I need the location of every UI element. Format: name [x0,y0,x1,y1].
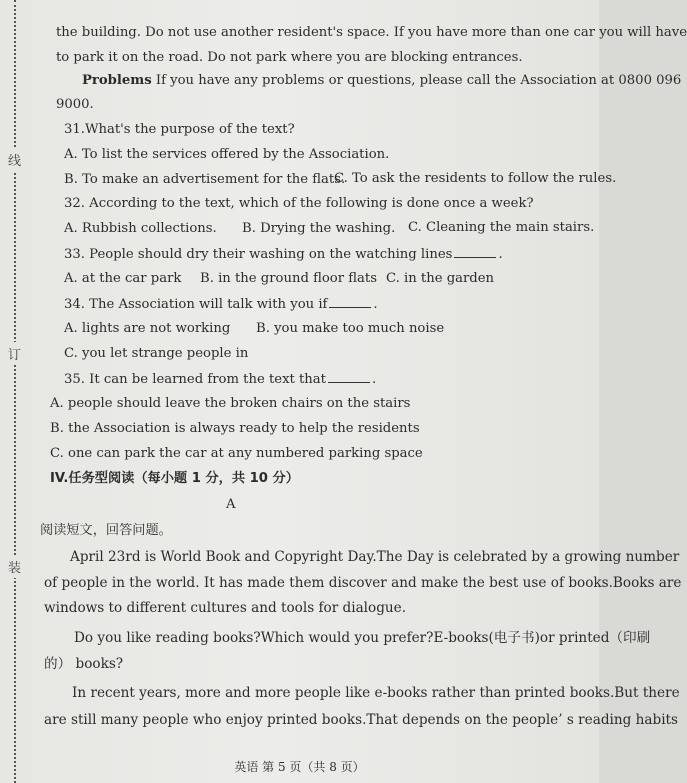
answer-blank [454,245,496,258]
q32-option-b: B. Drying the washing. [242,221,396,236]
passage-p3-line2: are still many people who enjoy printed books.That depends on the people’ s reading habits [44,712,678,728]
problems-text: If you have any problems or questions, please call the Association at 0800 096 [151,73,682,88]
passage-p3-line1: In recent years, more and more people like e-books rather than printed books.But there [72,685,680,701]
passage-p2-line1: Do you like reading books?Which would you prefer?E-books(电子书)or printed（印刷 [74,630,651,646]
answer-blank [328,370,370,383]
problems-text-cont: 9000. [56,97,94,112]
q34-stem-end: . [373,297,378,312]
binding-label-zhuang: 装 [8,555,21,578]
q33-stem-end: . [498,247,503,262]
question-31-stem: 31.What's the purpose of the text? [64,122,295,137]
q33-option-b: B. in the ground floor flats [200,271,377,286]
binding-dotted-line [14,0,18,783]
q35-stem-text: 35. It can be learned from the text that [64,372,326,387]
q35-option-c: C. one can park the car at any numbered parking space [50,446,423,461]
body-line-2: to park it on the road. Do not park where you are blocking entrances. [56,50,523,65]
q31-option-c: C. To ask the residents to follow the rules. [334,171,617,186]
binding-label-xian: 线 [8,148,21,171]
q34-option-b: B. you make too much noise [256,321,445,336]
q33-option-c: C. in the garden [386,271,495,286]
problems-paragraph [82,72,681,90]
section-instruction: 阅读短文，回答问题。 [40,523,172,538]
answer-blank [329,295,371,308]
passage-p1-line1: April 23rd is World Book and Copyright Day.The Day is celebrated by a growing number [70,549,680,565]
q32-option-a: A. Rubbish collections. [64,221,217,236]
q35-option-b: B. the Association is always ready to help the residents [50,421,420,436]
passage-p1-line2: of people in the world. It has made them discover and make the best use of books.Books are [44,575,682,591]
q34-stem-text: 34. The Association will talk with you if [64,297,328,312]
q31-option-a: A. To list the services offered by the Association. [64,147,390,162]
section-part-label: A [226,497,236,512]
q31-option-b: B. To make an advertisement for the flats. [64,172,346,187]
question-35-stem [64,370,376,389]
passage-p2-line2: 的） books? [44,656,124,672]
page-footer: 英语 第 5 页（共 8 页） [234,760,365,774]
question-32-stem: 32. According to the text, which of the following is done once a week? [64,196,534,211]
passage-p1-line3: windows to different cultures and tools for dialogue. [44,600,407,616]
problems-heading: Problems [82,73,152,88]
q33-stem-text: 33. People should dry their washing on the watching lines [64,247,453,262]
q32-option-c: C. Cleaning the main stairs. [408,220,595,235]
question-34-stem [64,295,378,314]
binding-label-ding: 订 [8,342,21,365]
q34-option-c: C. you let strange people in [64,346,249,361]
q35-option-a: A. people should leave the broken chairs on the stairs [50,396,411,411]
section-title: IV.任务型阅读（每小题 1 分，共 10 分） [50,471,299,486]
question-33-stem [64,245,503,264]
body-line-1: the building. Do not use another resident's space. If you have more than one car you will have [56,25,687,40]
q35-stem-end: . [371,372,377,387]
q33-option-a: A. at the car park [64,271,182,286]
q34-option-a: A. lights are not working [64,321,231,336]
